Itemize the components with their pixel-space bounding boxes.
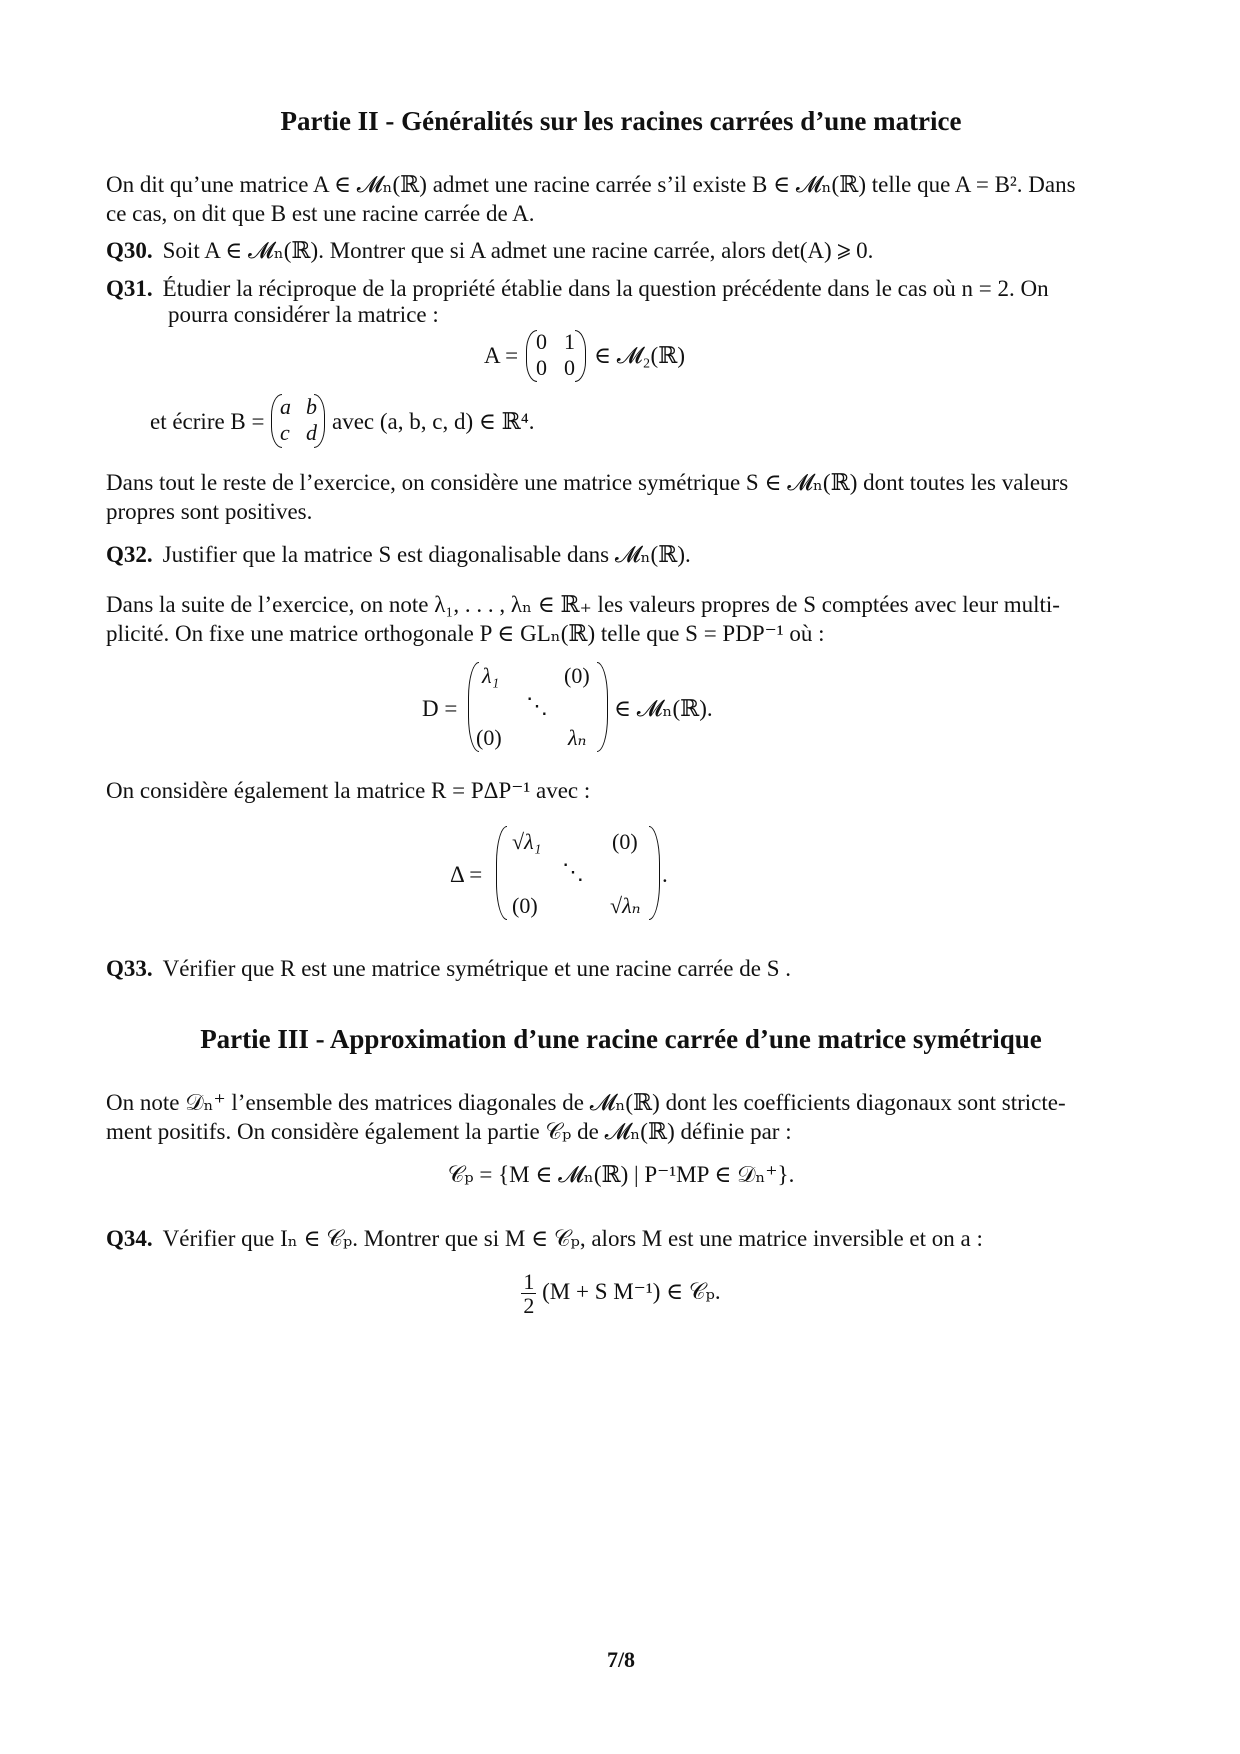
matrix-a-entry: 0 xyxy=(564,355,575,380)
matrix-d-bottom-left: (0) xyxy=(476,725,502,750)
matrix-delta-block xyxy=(450,826,770,920)
matrix-d-dots: ⋱ xyxy=(526,693,548,718)
matrix-a-block xyxy=(484,330,784,382)
matrix-d-lhs: D = xyxy=(422,696,458,721)
question-33 xyxy=(106,954,1136,983)
q31-line-2: pourra considérer la matrice : xyxy=(168,302,439,327)
cp-definition: 𝒞ₚ = {M ∈ 𝓜ₙ(ℝ) | P⁻¹MP ∈ 𝒟ₙ⁺}. xyxy=(447,1162,795,1187)
matrix-delta-right-paren xyxy=(649,826,660,920)
paragraph-s xyxy=(106,468,1136,527)
paragraph-s-line-1: Dans tout le reste de l’exercice, on considère une matrice symétrique S ∈ 𝓜ₙ(ℝ) dont toutes les valeurs xyxy=(106,470,1069,495)
partie-iii-line-1: On note 𝒟ₙ⁺ l’ensemble des matrices diagonales de 𝓜ₙ(ℝ) dont les coefficients diagonaux sont stricte- xyxy=(106,1090,1066,1115)
q30-label: Q30. xyxy=(106,238,153,263)
intro-line-1: On dit qu’une matrice A ∈ 𝓜ₙ(ℝ) admet une racine carrée s’il existe B ∈ 𝓜ₙ(ℝ) telle que A = B². Dans xyxy=(106,172,1076,197)
matrix-a-right-paren xyxy=(575,330,586,382)
q34-text: Vérifier que Iₙ ∈ 𝒞ₚ. Montrer que si M ∈ 𝒞ₚ, alors M est une matrice inversible et on a : xyxy=(162,1226,983,1251)
partie-iii-line-2: ment positifs. On considère également la partie 𝒞ₚ de 𝓜ₙ(ℝ) définie par : xyxy=(106,1119,792,1145)
matrix-a-entry: 0 xyxy=(536,355,547,380)
matrix-b-entry: d xyxy=(306,420,317,445)
intro-line-2: ce cas, on dit que B est une racine carrée de A. xyxy=(106,201,535,227)
q34-label: Q34. xyxy=(106,1226,153,1251)
q31-label: Q31. xyxy=(106,276,153,301)
partie-iii-intro xyxy=(106,1088,1136,1147)
question-30 xyxy=(106,236,1136,265)
matrix-b xyxy=(271,394,325,448)
matrix-delta-dots: ⋱ xyxy=(562,859,584,884)
paragraph-p-line-2: plicité. On fixe une matrice orthogonale P ∈ GLₙ(ℝ) telle que S = PDP⁻¹ où : xyxy=(106,621,825,647)
fraction-denominator: 2 xyxy=(523,1293,535,1319)
matrix-a-entry: 1 xyxy=(564,329,575,354)
matrix-b-entry: a xyxy=(280,394,291,419)
partie-iii-title: Partie III - Approximation d’une racine carrée d’une matrice symétrique xyxy=(200,1024,1042,1054)
matrix-b-suffix: avec (a, b, c, d) ∈ ℝ⁴. xyxy=(332,409,535,434)
one-half-fraction xyxy=(521,1270,536,1317)
q30-text: Soit A ∈ 𝓜ₙ(ℝ). Montrer que si A admet une racine carrée, alors det(A) ⩾ 0. xyxy=(162,238,874,263)
q31-line-1: Étudier la réciproque de la propriété établie dans la question précédente dans le cas où n = 2. On xyxy=(162,276,1049,301)
question-34 xyxy=(106,1224,1136,1253)
document-page xyxy=(106,0,1136,1754)
matrix-d-top-left: λ₁ xyxy=(482,663,500,688)
matrix-delta-lhs: Δ = xyxy=(450,862,483,887)
matrix-b-entry: c xyxy=(280,420,290,445)
q32-text: Justifier que la matrice S est diagonalisable dans 𝓜ₙ(ℝ). xyxy=(162,542,691,567)
paragraph-r: On considère également la matrice R = PΔP⁻¹ avec : xyxy=(106,778,591,803)
matrix-b-entry: b xyxy=(306,394,317,419)
matrix-delta-bottom-right: √λₙ xyxy=(610,893,641,918)
q34-formula xyxy=(106,1270,1136,1317)
matrix-delta-top-right: (0) xyxy=(612,829,638,854)
matrix-d-top-right: (0) xyxy=(564,663,590,688)
q33-text: Vérifier que R est une matrice symétrique et une racine carrée de S . xyxy=(162,956,792,981)
matrix-a-rhs: ∈ 𝓜₂(ℝ) xyxy=(594,343,685,368)
page-number: 7/8 xyxy=(606,1647,636,1672)
matrix-d xyxy=(468,662,608,752)
matrix-d-bottom-right: λₙ xyxy=(568,725,587,750)
matrix-delta xyxy=(496,826,660,920)
matrix-d-block xyxy=(422,662,842,752)
paragraph-p xyxy=(106,590,1136,649)
paragraph-s-line-2: propres sont positives. xyxy=(106,499,313,525)
matrix-b-line xyxy=(150,394,850,448)
matrix-b-prefix: et écrire B = xyxy=(150,409,265,434)
matrix-a xyxy=(526,330,586,382)
matrix-delta-top-left: √λ₁ xyxy=(512,829,542,854)
q32-label: Q32. xyxy=(106,542,153,567)
matrix-a-entry: 0 xyxy=(536,329,547,354)
matrix-a-lhs: A = xyxy=(484,343,519,368)
q33-label: Q33. xyxy=(106,956,153,981)
question-32 xyxy=(106,540,1136,569)
paragraph-p-line-1: Dans la suite de l’exercice, on note λ₁, . . . , λₙ ∈ ℝ₊ les valeurs propres de S comptées avec leur multi- xyxy=(106,592,1060,617)
partie-ii-title: Partie II - Généralités sur les racines carrées d’une matrice xyxy=(280,106,962,136)
q34-formula-rest: (M + S M⁻¹) ∈ 𝒞ₚ. xyxy=(542,1278,721,1304)
matrix-delta-bottom-left: (0) xyxy=(512,893,538,918)
matrix-d-right-paren xyxy=(597,662,608,752)
matrix-delta-left-paren xyxy=(496,826,507,920)
matrix-delta-rhs: . xyxy=(662,862,668,887)
partie-ii-intro xyxy=(106,170,1136,229)
fraction-numerator: 1 xyxy=(523,1269,535,1294)
matrix-d-rhs: ∈ 𝓜ₙ(ℝ). xyxy=(614,696,713,721)
